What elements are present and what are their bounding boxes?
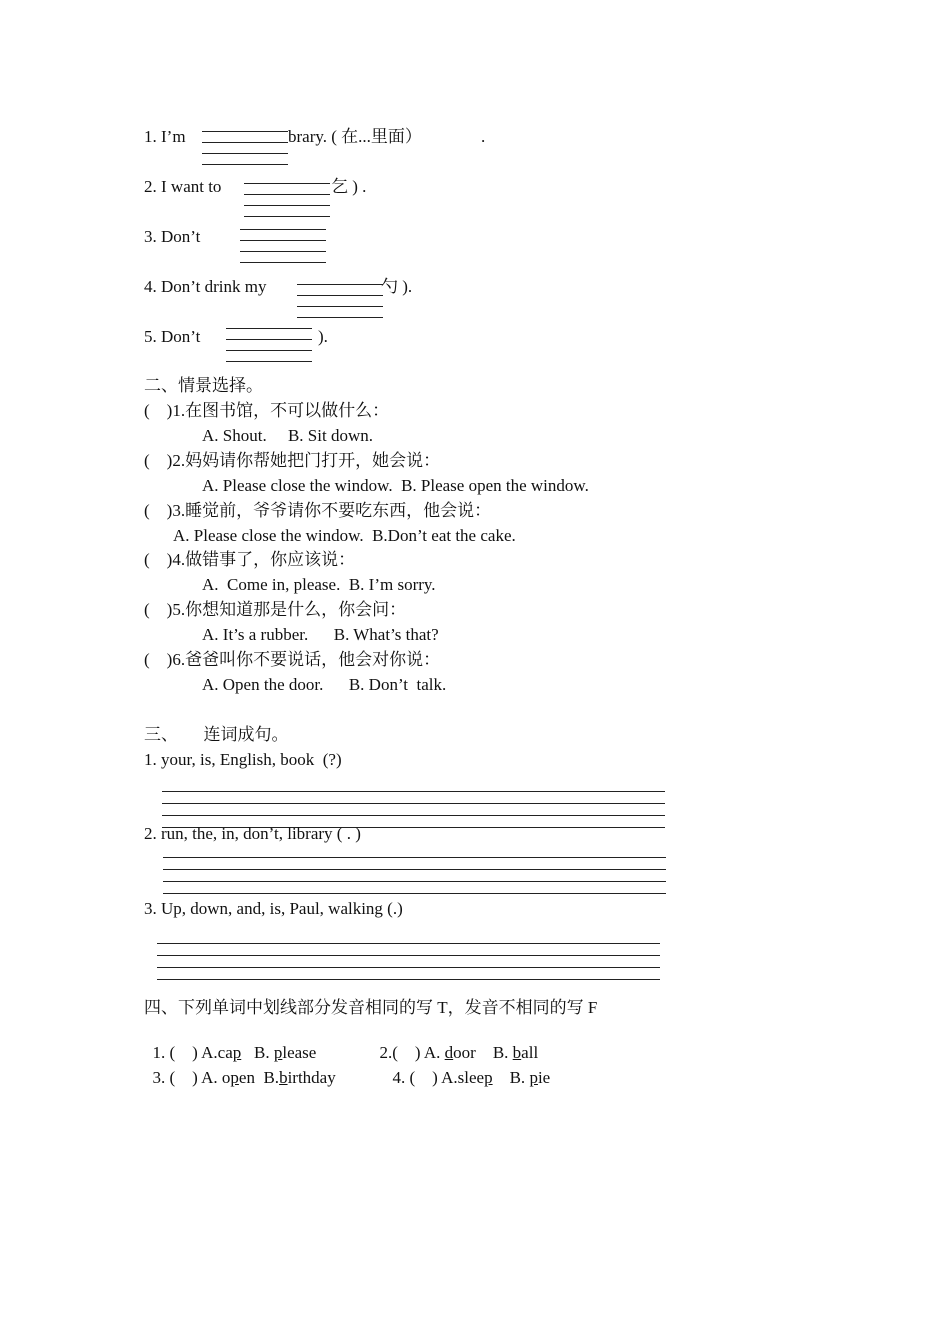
s4-item4-rest1: B.: [492, 1068, 530, 1087]
s2-a3: A. Please close the window. B.Don’t eat the cake.: [173, 526, 516, 545]
q1-answer-blank[interactable]: [202, 131, 288, 175]
s4-item4-rest2: ie: [537, 1068, 551, 1087]
q5-prefix: 5. Don’t: [144, 327, 201, 346]
s4-item3-rest: irthday: [287, 1068, 336, 1087]
s4-item4-u1: p: [484, 1068, 493, 1087]
s4-item3: [144, 1048, 336, 1088]
q3-answer-blank[interactable]: [240, 229, 326, 273]
q4-answer-blank[interactable]: [297, 284, 383, 328]
s4-item2-u2: b: [512, 1043, 522, 1062]
q2-suffix: 乞 ) .: [331, 177, 367, 196]
section3-title: 三、 连词成句。: [144, 725, 289, 744]
s2-q3: ( )3.睡觉前，爷爷请你不要吃东西，他会说：: [144, 501, 492, 520]
s2-a5: A. It’s a rubber. B. What’s that?: [202, 625, 439, 644]
q3-prefix: 3. Don’t: [144, 227, 201, 246]
s2-a2: A. Please close the window. B. Please open the window.: [202, 476, 589, 495]
q2-answer-blank[interactable]: [244, 183, 330, 227]
s2-q4: ( )4.做错事了，你应该说：: [144, 550, 356, 569]
s4-item1-num: 1. ( ) A.ca: [152, 1043, 233, 1062]
s2-q6: ( )6.爸爸叫你不要说话，他会对你说：: [144, 650, 441, 669]
q1-end: .: [481, 127, 486, 146]
q1-suffix: brary. ( 在...里面）: [288, 127, 422, 146]
s4-item2-rest1: oor B.: [453, 1043, 513, 1062]
section4-title: 四、下列单词中划线部分发音相同的写 T，发音不相同的写 F: [144, 998, 598, 1017]
q1-prefix: 1. I’m: [144, 127, 186, 146]
s2-a4: A. Come in, please. B. I’m sorry.: [202, 575, 436, 594]
s4-item3-num: 3. ( ) A. o: [152, 1068, 231, 1087]
s4-item4-u2: p: [529, 1068, 538, 1087]
s4-item4: [384, 1048, 550, 1088]
s4-item1-u1: p: [232, 1043, 242, 1062]
s3-item1: 1. your, is, English, book (?): [144, 750, 342, 769]
section2-title: 二、情景选择。: [144, 376, 263, 395]
s3-item2: 2. run, the, in, don’t, library ( . ): [144, 824, 361, 843]
s4-item2-u1: d: [444, 1043, 454, 1062]
q5-answer-blank[interactable]: [226, 328, 312, 372]
s4-item1-mid: B.: [241, 1043, 274, 1062]
s4-item3-u2: b: [279, 1068, 288, 1087]
s3-answer-lines-2[interactable]: [163, 857, 666, 894]
q4-suffix: 勺 ).: [381, 277, 413, 296]
s2-a6: A. Open the door. B. Don’t talk.: [202, 675, 447, 694]
s4-item1-rest: lease: [282, 1043, 317, 1062]
s2-q1: ( )1.在图书馆，不可以做什么：: [144, 401, 390, 420]
s2-q5: ( )5.你想知道那是什么，你会问：: [144, 600, 407, 619]
s4-item3-u1: p: [230, 1068, 239, 1087]
s4-item3-mid: en B.: [238, 1068, 280, 1087]
s3-item3: 3. Up, down, and, is, Paul, walking (.): [144, 899, 403, 918]
s4-item4-num: 4. ( ) A.slee: [392, 1068, 485, 1087]
s4-item1-u2: p: [273, 1043, 283, 1062]
s2-a1: A. Shout. B. Sit down.: [202, 426, 373, 445]
s3-answer-lines-1[interactable]: [162, 791, 665, 828]
q2-prefix-text: 2. I want to: [144, 177, 222, 196]
s3-answer-lines-3[interactable]: [157, 943, 660, 980]
q4-prefix: 4. Don’t drink my: [144, 277, 267, 296]
s4-item2-num: 2.( ) A.: [379, 1043, 445, 1062]
s4-item2-rest2: all: [521, 1043, 539, 1062]
s2-q2: ( )2.妈妈请你帮她把门打开，她会说：: [144, 451, 441, 470]
q5-suffix: ).: [318, 327, 328, 346]
